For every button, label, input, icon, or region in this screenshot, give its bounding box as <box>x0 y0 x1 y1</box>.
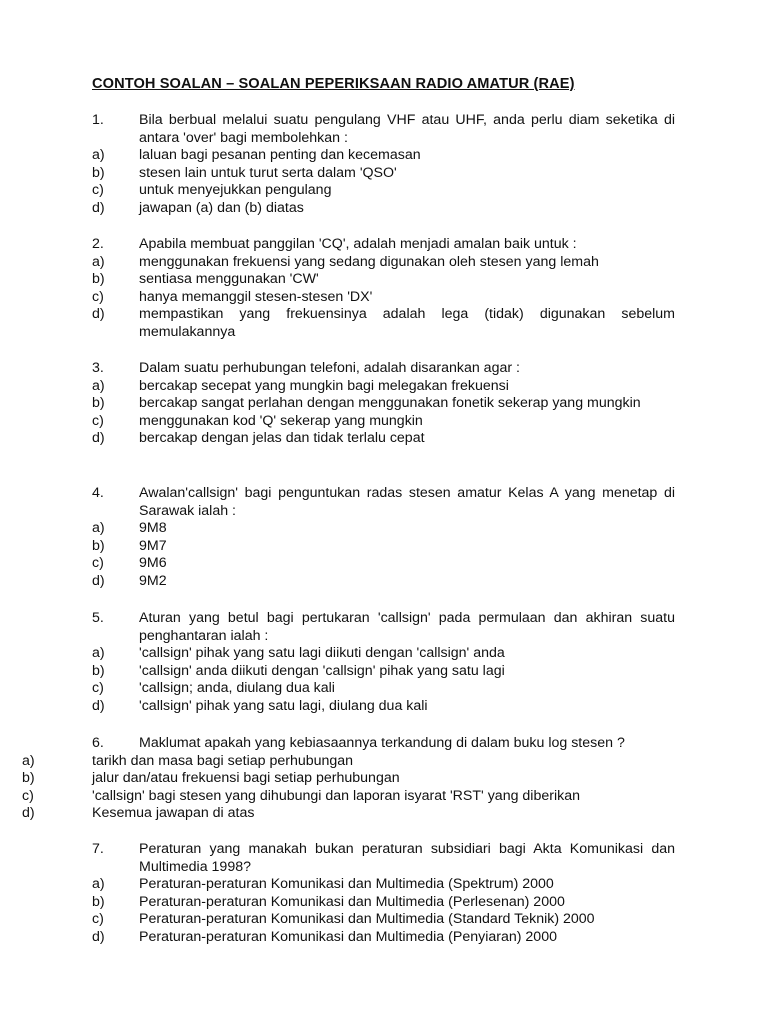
option-label: b) <box>92 395 105 412</box>
option-label: c) <box>92 555 104 572</box>
option-label: d) <box>92 697 105 714</box>
answer-option <box>0 395 768 413</box>
answer-option <box>0 520 768 538</box>
answer-option <box>0 182 768 200</box>
option-label: c) <box>92 680 104 697</box>
option-label: c) <box>92 911 104 928</box>
option-label: a) <box>92 377 105 394</box>
option-text: 'callsign' bagi stesen yang dihubungi dan laporan isyarat 'RST' yang diberikan <box>92 787 580 804</box>
option-label: a) <box>92 645 105 662</box>
question-4 <box>0 485 768 591</box>
question-text: Maklumat apakah yang kebiasaannya terkandung di dalam buku log stesen ? <box>139 735 625 751</box>
question-stem-row <box>0 112 768 147</box>
option-text: 'callsign' pihak yang satu lagi diikuti dengan 'callsign' anda <box>139 645 505 662</box>
answer-option <box>0 271 768 289</box>
option-label: b) <box>92 164 105 181</box>
document-title: CONTOH SOALAN – SOALAN PEPERIKSAAN RADIO AMATUR (RAE) <box>92 76 575 92</box>
question-stem-row <box>0 236 768 254</box>
question-text: Awalan'callsign' bagi penguntukan radas stesen amatur Kelas A yang menetap di Sarawak ialah : <box>139 485 675 519</box>
answer-option <box>0 254 768 272</box>
answer-option <box>0 555 768 573</box>
question-3 <box>0 360 768 448</box>
answer-option <box>0 663 768 681</box>
question-text: Apabila membuat panggilan 'CQ', adalah menjadi amalan baik untuk : <box>139 236 577 252</box>
answer-option <box>0 430 768 448</box>
question-number: 5. <box>92 610 104 626</box>
option-label: b) <box>92 662 105 679</box>
answer-option <box>0 753 768 771</box>
question-stem-row <box>0 735 768 753</box>
option-text: 'callsign' anda diikuti dengan 'callsign' pihak yang satu lagi <box>139 662 505 679</box>
question-7 <box>0 841 768 947</box>
option-text: Peraturan-peraturan Komunikasi dan Multimedia (Penyiaran) 2000 <box>139 928 557 945</box>
answer-option <box>0 538 768 556</box>
option-text: stesen lain untuk turut serta dalam 'QSO' <box>139 164 397 181</box>
answer-option <box>0 200 768 218</box>
answer-option <box>0 413 768 431</box>
option-label: d) <box>22 805 35 822</box>
option-text: Peraturan-peraturan Komunikasi dan Multimedia (Standard Teknik) 2000 <box>139 911 595 928</box>
option-label: c) <box>22 787 34 804</box>
option-text: tarikh dan masa bagi setiap perhubungan <box>92 752 354 769</box>
option-label: a) <box>92 876 105 893</box>
question-number: 7. <box>92 841 104 857</box>
option-text: bercakap sangat perlahan dengan menggunakan fonetik sekerap yang mungkin <box>139 395 641 412</box>
option-text: mempastikan yang frekuensinya adalah lega (tidak) digunakan sebelum memulakannya <box>139 306 675 340</box>
answer-option <box>0 378 768 396</box>
option-text: jawapan (a) dan (b) diatas <box>139 199 304 216</box>
answer-option <box>0 894 768 912</box>
question-number: 4. <box>92 485 104 501</box>
option-label: a) <box>92 147 105 164</box>
option-label: a) <box>92 520 105 537</box>
option-text: 'callsign; anda, diulang dua kali <box>139 680 335 697</box>
option-text: 9M2 <box>139 572 167 589</box>
option-text: menggunakan kod 'Q' sekerap yang mungkin <box>139 412 423 429</box>
question-6 <box>0 735 768 823</box>
answer-option <box>0 680 768 698</box>
option-label: b) <box>22 770 35 787</box>
option-label: c) <box>92 412 104 429</box>
option-text: menggunakan frekuensi yang sedang digunakan oleh stesen yang lemah <box>139 253 599 270</box>
answer-option <box>0 929 768 947</box>
option-text: Kesemua jawapan di atas <box>92 805 255 822</box>
answer-option <box>0 788 768 806</box>
option-label: b) <box>92 271 105 288</box>
answer-option <box>0 289 768 307</box>
option-label: c) <box>92 182 104 199</box>
question-text: Aturan yang betul bagi pertukaran 'callsign' pada permulaan dan akhiran suatu penghantaran ialah : <box>139 610 675 644</box>
question-stem-row <box>0 841 768 876</box>
option-text: bercakap secepat yang mungkin bagi melegakan frekuensi <box>139 377 509 394</box>
question-1 <box>0 112 768 218</box>
option-text: 9M8 <box>139 520 167 537</box>
option-text: bercakap dengan jelas dan tidak terlalu cepat <box>139 430 425 447</box>
answer-option <box>0 698 768 716</box>
answer-option <box>0 165 768 183</box>
answer-option <box>0 573 768 591</box>
question-number: 6. <box>92 735 104 751</box>
question-text: Bila berbual melalui suatu pengulang VHF atau UHF, anda perlu diam seketika di antara 'over' bagi membolehkan : <box>139 112 675 146</box>
option-label: d) <box>92 199 105 216</box>
answer-option <box>0 645 768 663</box>
question-text: Peraturan yang manakah bukan peraturan subsidiari bagi Akta Komunikasi dan Multimedia 1998? <box>139 841 675 875</box>
option-text: jalur dan/atau frekuensi bagi setiap perhubungan <box>92 770 400 787</box>
answer-option <box>0 306 768 341</box>
question-number: 2. <box>92 236 104 252</box>
question-number: 1. <box>92 112 104 128</box>
option-text: sentiasa menggunakan 'CW' <box>139 271 319 288</box>
question-number: 3. <box>92 360 104 376</box>
answer-option <box>0 876 768 894</box>
option-label: d) <box>92 306 105 323</box>
answer-option <box>0 911 768 929</box>
question-stem-row <box>0 610 768 645</box>
option-text: hanya memanggil stesen-stesen 'DX' <box>139 288 373 305</box>
option-label: b) <box>92 537 105 554</box>
option-text: 9M6 <box>139 555 167 572</box>
option-label: a) <box>92 253 105 270</box>
answer-option <box>0 805 768 823</box>
option-label: c) <box>92 288 104 305</box>
answer-option <box>0 147 768 165</box>
option-label: d) <box>92 572 105 589</box>
option-label: b) <box>92 893 105 910</box>
option-label: d) <box>92 928 105 945</box>
option-label: a) <box>22 752 35 769</box>
option-text: 9M7 <box>139 537 167 554</box>
option-text: Peraturan-peraturan Komunikasi dan Multimedia (Spektrum) 2000 <box>139 876 554 893</box>
option-text: 'callsign' pihak yang satu lagi, diulang dua kali <box>139 697 428 714</box>
question-stem-row <box>0 360 768 378</box>
option-text: untuk menyejukkan pengulang <box>139 182 332 199</box>
question-stem-row <box>0 485 768 520</box>
option-label: d) <box>92 430 105 447</box>
option-text: Peraturan-peraturan Komunikasi dan Multimedia (Perlesenan) 2000 <box>139 893 565 910</box>
answer-option <box>0 770 768 788</box>
option-text: laluan bagi pesanan penting dan kecemasan <box>139 147 421 164</box>
question-2 <box>0 236 768 342</box>
question-text: Dalam suatu perhubungan telefoni, adalah disarankan agar : <box>139 360 520 376</box>
question-5 <box>0 610 768 716</box>
